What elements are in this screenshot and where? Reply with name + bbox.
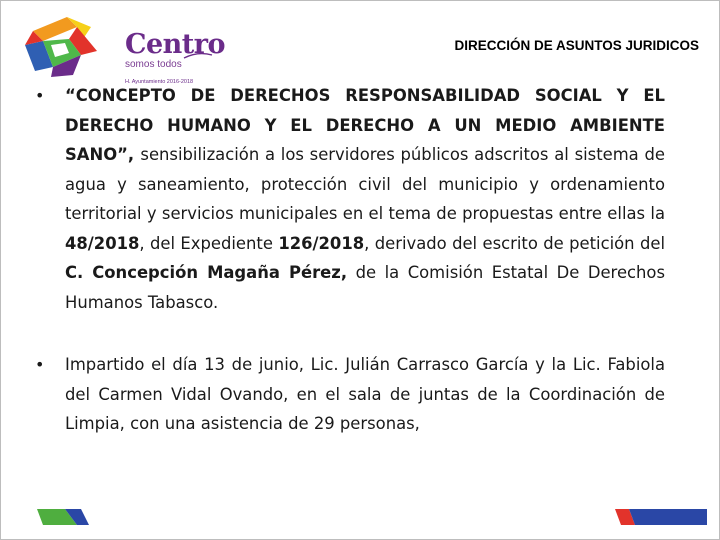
logo-tagline: somos todos [125, 59, 182, 70]
footer-right-stripe-icon [615, 509, 707, 525]
footer-left-stripe-icon [19, 509, 89, 525]
logo-wordmark: Centro [125, 29, 226, 60]
bullet-text: , del Expediente [139, 233, 279, 253]
logo-period: H. Ayuntamiento 2016-2018 [125, 79, 194, 85]
bullet-bold-text: “CONCEPTO DE DERECHOS RESPONSABILIDAD SOCIAL Y EL DERECHO HUMANO Y EL DERECHO A UN MEDIO AMBIENTE SANO”, [65, 86, 665, 164]
page-title: DIRECCIÓN DE ASUNTOS JURIDICOS [454, 38, 699, 53]
bullet-list [35, 81, 665, 439]
bullet-text: , derivado del escrito de petición del [364, 233, 665, 253]
bullet-bold-text: 126/2018 [278, 233, 365, 253]
bullet-bold-text: 48/2018 [65, 233, 140, 253]
centro-logo-icon [21, 15, 101, 79]
bullet-bold-text: C. Concepción Magaña Pérez, [65, 263, 348, 282]
centro-logo [21, 15, 226, 85]
logo-swoosh-icon [183, 52, 213, 60]
bullet-item-impartido [35, 350, 665, 439]
bullet-item-concept [35, 81, 665, 317]
bullet-text: Impartido el día 13 de junio, Lic. Julián Carrasco García y la Lic. Fabiola del Carmen Vidal Ovando, en el sala de juntas de la Coordinación de Limpia, con una asistencia de 29 personas, [65, 355, 665, 433]
bullet-text: de la Comisión Estatal De Derechos Humanos Tabasco. [65, 263, 665, 312]
bullet-text: sensibilización a los servidores públicos adscritos al sistema de agua y saneamiento, protección civil del municipio y ordenamiento territorial y servicios municipales en el tema de propuestas entre ellas la [65, 145, 665, 223]
